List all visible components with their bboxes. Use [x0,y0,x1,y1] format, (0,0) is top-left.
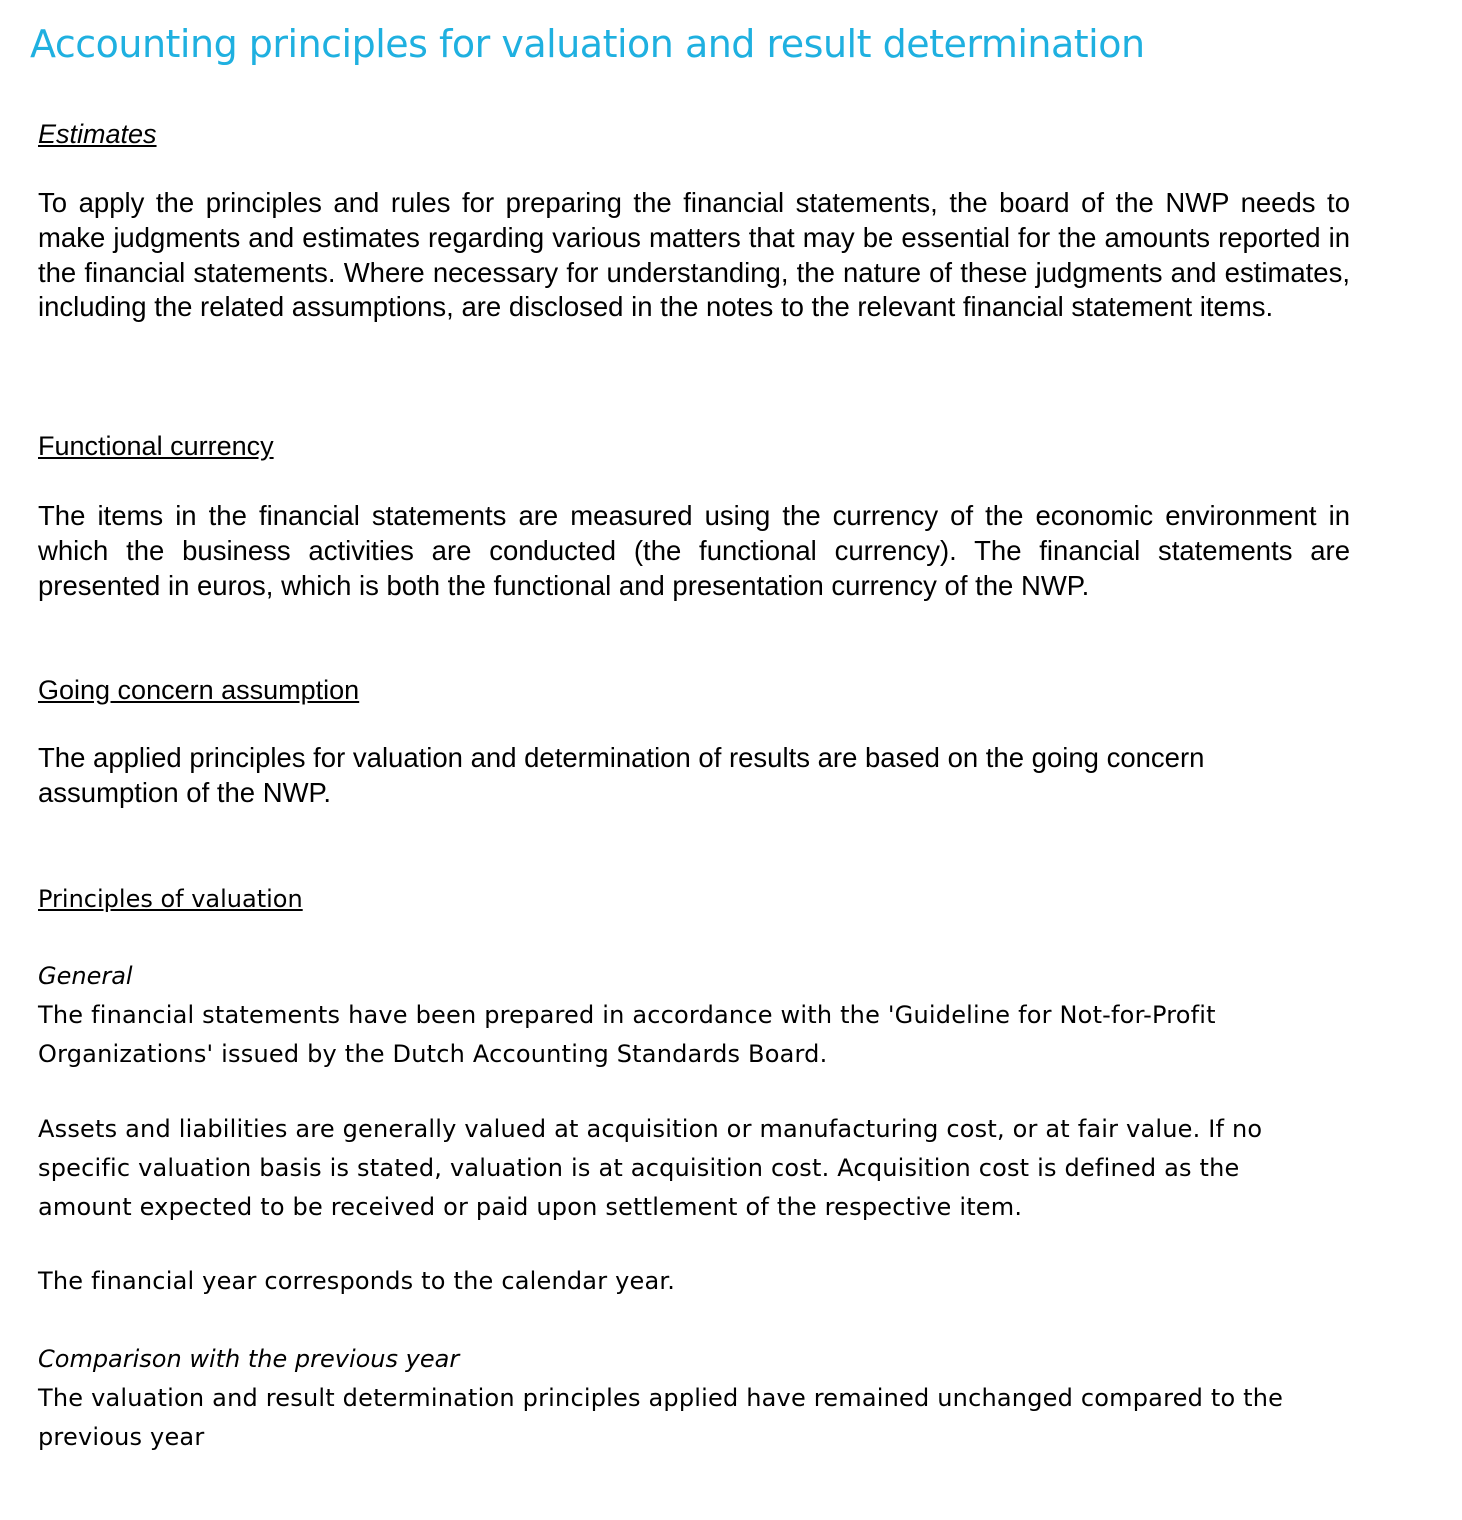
general-subheading: General [38,962,133,990]
comparison-paragraph: The valuation and result determination principles applied have remained unchanged compared to the previous year [38,1384,1284,1451]
estimates-heading: Estimates [38,119,157,149]
principles-of-valuation-heading: Principles of valuation [38,885,303,913]
financial-year-paragraph: The financial year corresponds to the calendar year. [38,1267,676,1295]
functional-currency-paragraph: The items in the financial statements are measured using the currency of the economic environment in which the business activities are conducted (the functional currency). The financial statements are presented in euros, which is both the functional and presentation currency of the NWP. [38,500,1350,601]
page-title: Accounting principles for valuation and result determination [30,22,1145,66]
estimates-paragraph: To apply the principles and rules for preparing the financial statements, the board of the NWP needs to make judgments and estimates regarding various matters that may be essential for the amounts reported in the financial statements. Where necessary for understanding, the nature of these judgments and estimates, including the related assumptions, are disclosed in the notes to the relevant financial statement items. [38,187,1350,323]
comparison-subheading: Comparison with the previous year [38,1345,460,1373]
functional-currency-heading: Functional currency [38,431,274,461]
general-paragraph: The financial statements have been prepared in accordance with the 'Guideline for Not-for-Profit Organizations' issued by the Dutch Accounting Standards Board. [38,1001,1216,1068]
assets-liabilities-paragraph: Assets and liabilities are generally valued at acquisition or manufacturing cost, or at fair value. If no specific valuation basis is stated, valuation is at acquisition cost. Acquisition cost is defined as the amount expected to be received or paid upon settlement of the respective item. [38,1115,1263,1221]
going-concern-paragraph: The applied principles for valuation and determination of results are based on the going concern assumption of the NWP. [38,742,1205,808]
going-concern-heading: Going concern assumption [38,675,360,705]
